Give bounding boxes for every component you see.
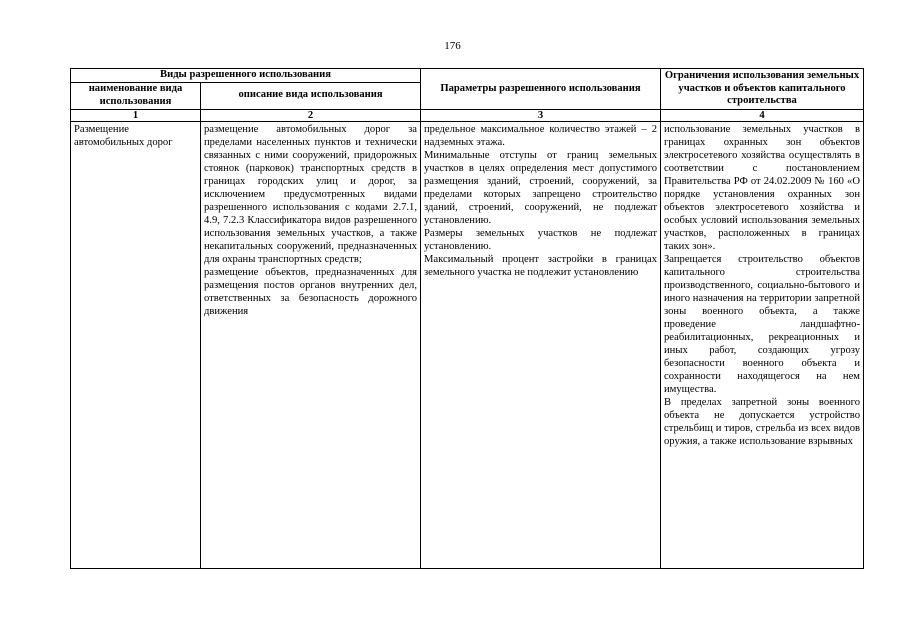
permitted-use-params-header: Параметры разрешенного использования [421,69,661,110]
use-name-text: Размещение автомобильных дорог [74,123,173,148]
column-number-1: 1 [71,109,201,121]
description-paragraph: размещение объектов, предназначенных для размещения постов органов внутренних дел, ответственных за безопасность дорожного движения [204,266,417,317]
permitted-use-types-header: Виды разрешенного использования [71,69,421,83]
limits-paragraph: Запрещается строительство объектов капитального строительства производственного, социально-бытового и иного назначения на территории запретной зоны военного объекта, а также проведение ландшафтно-реабилитационных, рекреационных и иных работ, создающих угрозу безопасности военного объекта и сохранности находящегося на нем имущества. [664,253,860,395]
params-paragraph: Минимальные отступы от границ земельных участков в целях определения мест допустимого размещения зданий, строений, сооружений, за пределами которых запрещено строительство зданий, строений, сооружений, не подлежат установлению. [424,149,657,226]
params-paragraph: Максимальный процент застройки в границах земельного участка не подлежит установлению [424,253,657,278]
table-row [71,121,864,568]
column-number-4: 4 [661,109,864,121]
description-paragraph: размещение автомобильных дорог за пределами населенных пунктов и технически связанных с ними сооружений, придорожных стоянок (парковок) транспортных средств в границах городских улиц и дорог, за исключением предусмотренных видами разрешенного использования с кодами 2.7.1, 4.9, 7.2.3 Классификатора видов разрешенного использования земельных участков, а также некапитальных сооружений, предназначенных для охраны транспортных средств; [204,123,417,265]
params-cell [421,121,661,568]
use-limits-header: Ограничения использования земельных участков и объектов капитального строительства [661,69,864,110]
zoning-table [70,68,864,569]
params-paragraph: Размеры земельных участков не подлежат установлению. [424,227,657,252]
use-description-header: описание вида использования [201,82,421,109]
use-description-cell [201,121,421,568]
limits-cell [661,121,864,568]
column-number-3: 3 [421,109,661,121]
use-name-header: наименование вида использования [71,82,201,109]
page-number: 176 [444,40,461,52]
params-paragraph: предельное максимальное количество этажей – 2 надземных этажа. [424,123,657,148]
limits-paragraph: В пределах запретной зоны военного объекта не допускается устройство стрельбищ и тиров, стрельба из всех видов оружия, а также использование взрывных [664,396,860,447]
use-name-cell [71,121,201,568]
limits-paragraph: использование земельных участков в границах охранных зон объектов электросетевого хозяйства осуществлять в соответствии с постановлением Правительства РФ от 24.02.2009 № 160 «О порядке установления охранных зон объектов электросетевого хозяйства и особых условий использования земельных участков, расположенных в границах таких зон». [664,123,860,252]
column-number-2: 2 [201,109,421,121]
